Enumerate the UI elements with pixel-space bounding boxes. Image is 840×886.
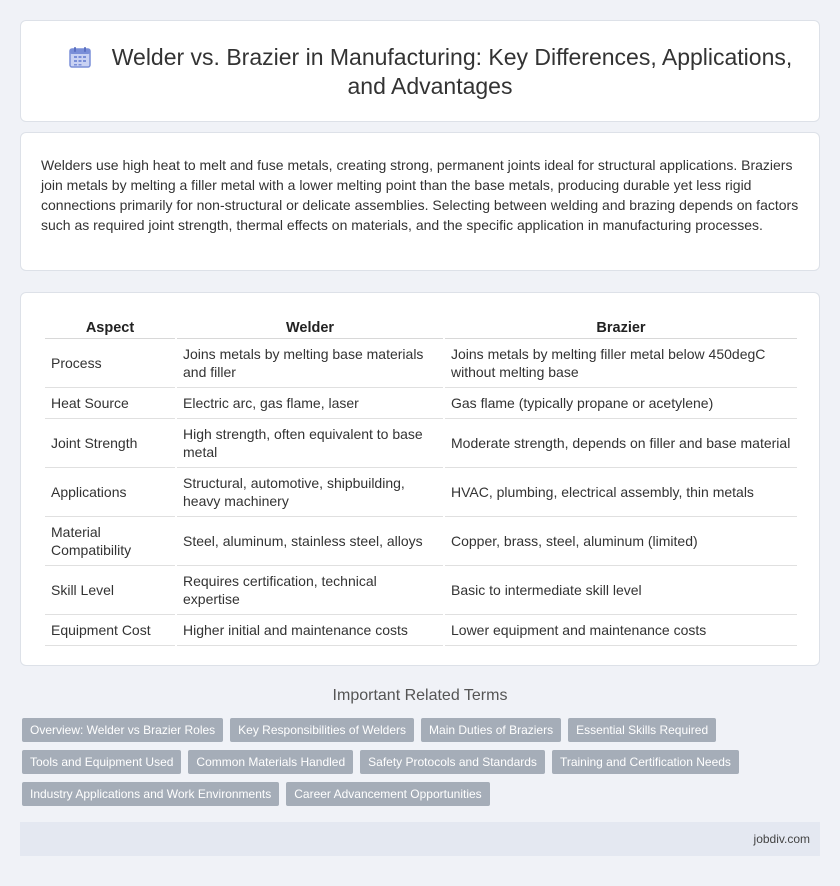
- tag-row: [22, 782, 782, 806]
- header-welder: Welder: [177, 317, 443, 339]
- tag-tools-equipment[interactable]: Tools and Equipment Used: [22, 750, 181, 774]
- tag-row: [22, 718, 782, 742]
- welder-cell: Joins metals by melting base materials and filler: [177, 339, 443, 388]
- aspect-cell: Material Compatibility: [45, 517, 175, 566]
- tag-brazier-duties[interactable]: Main Duties of Braziers: [421, 718, 561, 742]
- brazier-cell: Lower equipment and maintenance costs: [445, 615, 797, 646]
- aspect-cell: Skill Level: [45, 566, 175, 615]
- table-row: [45, 339, 797, 388]
- welder-cell: Structural, automotive, shipbuilding, heavy machinery: [177, 468, 443, 517]
- brazier-cell: Basic to intermediate skill level: [445, 566, 797, 615]
- welder-cell: Steel, aluminum, stainless steel, alloys: [177, 517, 443, 566]
- intro-paragraph: Welders use high heat to melt and fuse metals, creating strong, permanent joints ideal for structural applications. Braziers join metals by melting a filler metal with a lower melting point than the base metals, producing durable yet less rigid connections primarily for non-structural or delicate assemblies. Selecting between welding and brazing depends on factors such as required joint strength, thermal effects on materials, and the specific application in manufacturing processes.: [41, 157, 799, 233]
- brazier-cell: Joins metals by melting filler metal below 450degC without melting base: [445, 339, 797, 388]
- comparison-card: [20, 292, 820, 666]
- aspect-cell: Heat Source: [45, 388, 175, 419]
- aspect-cell: Process: [45, 339, 175, 388]
- table-row: [45, 615, 797, 646]
- comparison-table: [43, 317, 799, 646]
- brazier-cell: Moderate strength, depends on filler and base material: [445, 419, 797, 468]
- brazier-cell: Copper, brass, steel, aluminum (limited): [445, 517, 797, 566]
- aspect-cell: Joint Strength: [45, 419, 175, 468]
- intro-card: [20, 132, 820, 271]
- tag-career-advancement[interactable]: Career Advancement Opportunities: [286, 782, 489, 806]
- footer: [20, 822, 820, 856]
- page-title: [61, 43, 799, 101]
- tag-overview-roles[interactable]: Overview: Welder vs Brazier Roles: [22, 718, 223, 742]
- calendar-icon: [68, 45, 92, 69]
- aspect-cell: Applications: [45, 468, 175, 517]
- tag-welder-responsibilities[interactable]: Key Responsibilities of Welders: [230, 718, 414, 742]
- aspect-cell: Equipment Cost: [45, 615, 175, 646]
- table-row: [45, 468, 797, 517]
- tag-safety-protocols[interactable]: Safety Protocols and Standards: [360, 750, 545, 774]
- header-brazier: Brazier: [445, 317, 797, 339]
- welder-cell: Electric arc, gas flame, laser: [177, 388, 443, 419]
- brazier-cell: HVAC, plumbing, electrical assembly, thin metals: [445, 468, 797, 517]
- tag-essential-skills[interactable]: Essential Skills Required: [568, 718, 716, 742]
- table-row: [45, 419, 797, 468]
- header-aspect: Aspect: [45, 317, 175, 339]
- welder-cell: High strength, often equivalent to base metal: [177, 419, 443, 468]
- footer-site-link[interactable]: jobdiv.com: [753, 832, 810, 846]
- title-card: [20, 20, 820, 122]
- welder-cell: Higher initial and maintenance costs: [177, 615, 443, 646]
- table-header-row: [45, 317, 797, 339]
- tag-industry-applications[interactable]: Industry Applications and Work Environments: [22, 782, 279, 806]
- title-wrap: [61, 43, 799, 101]
- table-row: [45, 517, 797, 566]
- related-terms-tags: [22, 718, 782, 814]
- table-row: [45, 388, 797, 419]
- related-terms-title: Important Related Terms: [332, 687, 508, 704]
- brazier-cell: Gas flame (typically propane or acetylene): [445, 388, 797, 419]
- tag-row: [22, 750, 782, 774]
- tag-training-certification[interactable]: Training and Certification Needs: [552, 750, 739, 774]
- page-title-text: Welder vs. Brazier in Manufacturing: Key Differences, Applications, and Advantages: [111, 44, 793, 99]
- table-row: [45, 566, 797, 615]
- tag-common-materials[interactable]: Common Materials Handled: [188, 750, 353, 774]
- welder-cell: Requires certification, technical expertise: [177, 566, 443, 615]
